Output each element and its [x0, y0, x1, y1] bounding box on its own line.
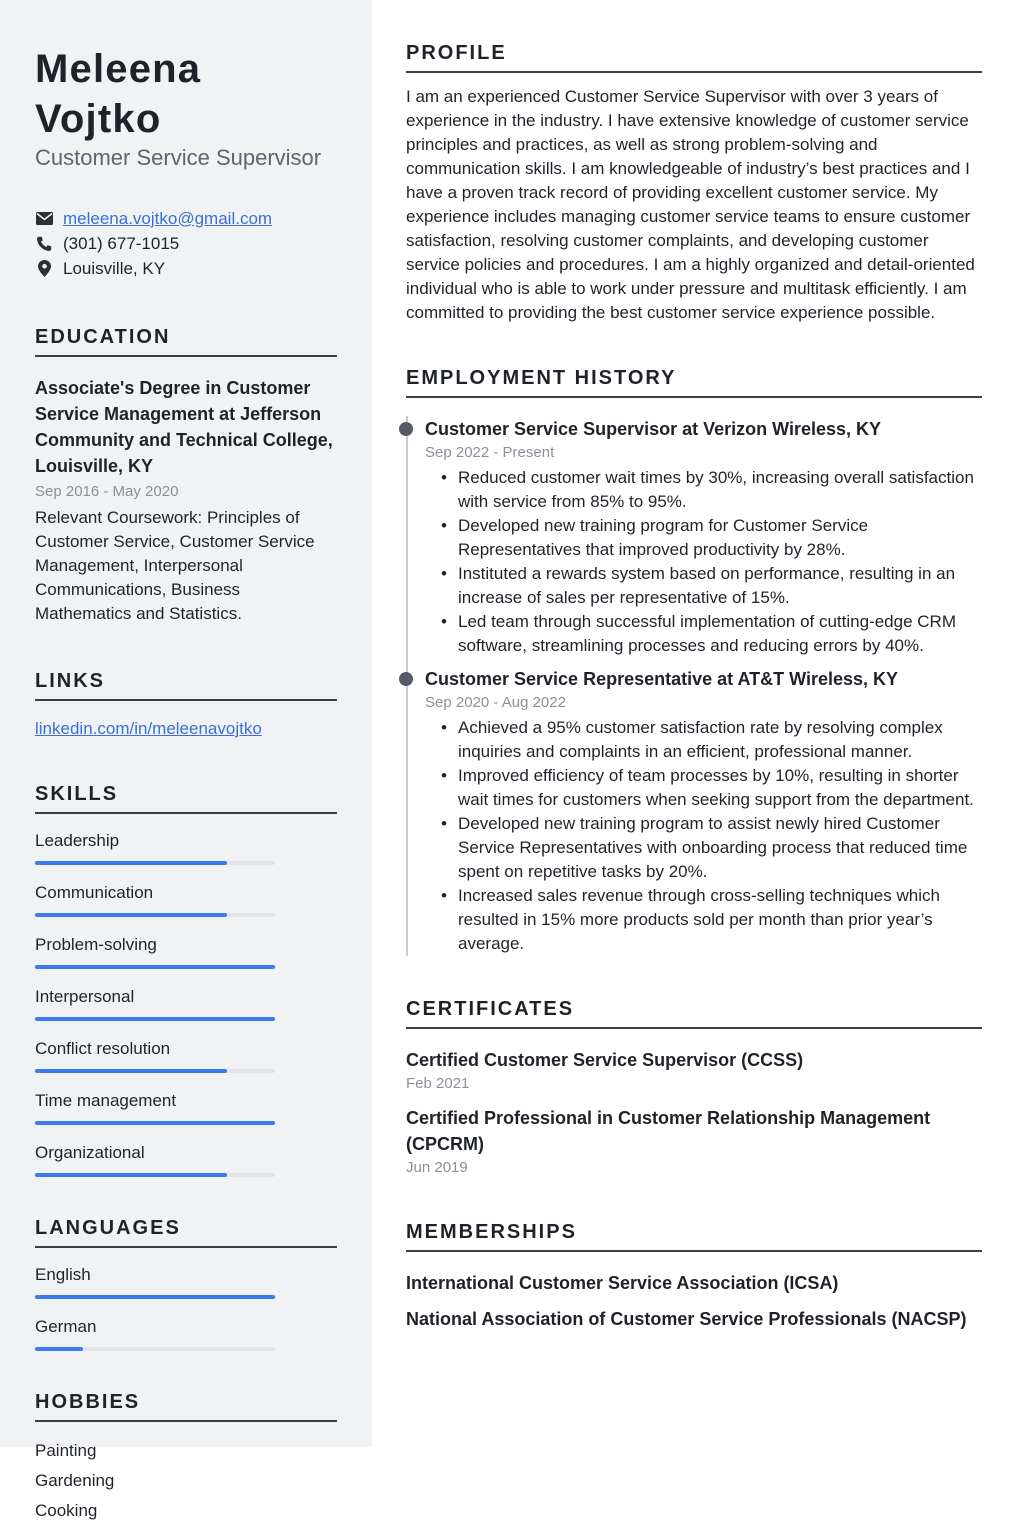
skill-name: Conflict resolution: [35, 1039, 171, 1058]
location-text: Louisville, KY: [63, 258, 166, 278]
job-title: Customer Service Supervisor at Verizon Wireless, KY: [425, 419, 882, 439]
skill-level-fill: [35, 1121, 275, 1125]
employment-heading: EMPLOYMENT HISTORY: [406, 367, 982, 398]
language-name: English: [35, 1265, 91, 1284]
language-level-fill: [35, 1295, 275, 1299]
employment-section: [406, 367, 982, 956]
phone-number: (301) 677-1015: [63, 233, 180, 253]
education-description: Relevant Coursework: Principles of Customer Service, Customer Service Management, Interpersonal Communications, Business Mathematics and Statistics.: [35, 508, 315, 623]
languages-heading: LANGUAGES: [35, 1217, 337, 1248]
skill-item: [35, 1090, 337, 1125]
phone-icon: [35, 235, 53, 253]
skill-item: [35, 1142, 337, 1177]
job-bullet: • Developed new training program to assist newly hired Customer Service Representatives with onboarding process that reduced time spent on repetitive tasks by 20%.: [425, 812, 982, 884]
skill-level-fill: [35, 1173, 227, 1177]
skill-level-track: [35, 965, 275, 969]
skill-level-track: [35, 861, 275, 865]
job-bullet: • Led team through successful implementation of cutting-edge CRM software, streamlining processes and reducing errors by 40%.: [425, 610, 982, 658]
sidebar: [0, 0, 372, 1520]
timeline-line: [406, 416, 408, 956]
contact-location: [35, 256, 337, 281]
skill-level-fill: [35, 913, 227, 917]
hobby-item: Painting: [35, 1441, 97, 1460]
contact-list: [35, 206, 337, 281]
hobby-item: Cooking: [35, 1501, 98, 1520]
job-entry: [425, 416, 982, 658]
skill-item: [35, 986, 337, 1021]
job-bullet: • Improved efficiency of team processes by 10%, resulting in shorter wait times for customers when seeking support from the department.: [425, 764, 982, 812]
skill-name: Communication: [35, 883, 154, 902]
language-item: [35, 1264, 337, 1299]
envelope-icon: [35, 210, 53, 228]
education-heading: EDUCATION: [35, 326, 337, 357]
certificate-title: Certified Customer Service Supervisor (CCSS): [406, 1050, 804, 1070]
education-degree: Associate's Degree in Customer Service Management at Jefferson Community and Technical College, Louisville, KY: [35, 378, 333, 476]
email-link[interactable]: meleena.vojtko@gmail.com: [63, 208, 273, 228]
skill-level-track: [35, 1017, 275, 1021]
job-bullet: • Increased sales revenue through cross-selling techniques which resulted in 15% more products sold per month than prior year’s average.: [425, 884, 982, 956]
skill-name: Organizational: [35, 1143, 145, 1162]
certificate-date: Jun 2019: [406, 1159, 468, 1176]
certificates-section: [406, 998, 982, 1179]
hobbies-heading: HOBBIES: [35, 1391, 337, 1422]
skill-item: [35, 882, 337, 917]
skill-name: Leadership: [35, 831, 120, 850]
job-bullet: • Developed new training program for Customer Service Representatives that improved productivity by 28%.: [425, 514, 982, 562]
education-dates: Sep 2016 - May 2020: [35, 483, 179, 500]
job-bullet: • Achieved a 95% customer satisfaction rate by resolving complex inquiries and complaints in an efficient, professional manner.: [425, 716, 982, 764]
profile-section: [406, 42, 982, 325]
links-heading: LINKS: [35, 670, 337, 701]
education-section: [35, 326, 337, 626]
skill-level-fill: [35, 1069, 227, 1073]
candidate-title: Customer Service Supervisor: [35, 145, 322, 170]
language-item: [35, 1316, 337, 1351]
job-title: Customer Service Representative at AT&T Wireless, KY: [425, 669, 899, 689]
skills-list: [35, 830, 337, 1177]
candidate-name: Meleena Vojtko: [35, 47, 202, 141]
hobbies-section: [35, 1391, 337, 1526]
skills-heading: SKILLS: [35, 783, 337, 814]
profile-text: I am an experienced Customer Service Supervisor with over 3 years of experience in the industry. I have extensive knowledge of customer service principles and practices, as well as strong problem-solving and communication skills. I am knowledgeable of industry’s best practices and I have a proven track record of providing excellent customer service. My experience includes managing customer service teams to ensure customer satisfaction, resolving customer complaints, and developing customer service policies and procedures. I am a highly organized and detail-oriented individual who is able to work under pressure and multitask efficiently. I am committed to providing the best customer service experience possible.: [406, 87, 975, 322]
skills-section: [35, 783, 337, 1177]
skill-level-fill: [35, 861, 227, 865]
certificates-heading: CERTIFICATES: [406, 998, 982, 1029]
memberships-heading: MEMBERSHIPS: [406, 1221, 982, 1252]
languages-section: [35, 1217, 337, 1351]
job-dates: Sep 2022 - Present: [425, 444, 555, 461]
skill-item: [35, 830, 337, 865]
membership-item: National Association of Customer Service Professionals (NACSP): [406, 1309, 967, 1329]
contact-phone: [35, 231, 337, 256]
certificate-title: Certified Professional in Customer Relationship Management (CPCRM): [406, 1108, 931, 1154]
skill-level-track: [35, 1173, 275, 1177]
map-pin-icon: [35, 260, 53, 278]
hobby-item: Gardening: [35, 1471, 115, 1490]
memberships-section: [406, 1221, 982, 1332]
skill-level-track: [35, 1069, 275, 1073]
job-bullets: [425, 466, 982, 658]
employment-timeline: [406, 416, 982, 956]
skill-level-track: [35, 1121, 275, 1125]
job-bullet: • Instituted a rewards system based on performance, resulting in an increase of sales per representative of 15%.: [425, 562, 982, 610]
languages-list: [35, 1264, 337, 1351]
language-level-track: [35, 1295, 275, 1299]
job-dates: Sep 2020 - Aug 2022: [425, 694, 566, 711]
job-bullets: [425, 716, 982, 956]
skill-name: Time management: [35, 1091, 177, 1110]
language-name: German: [35, 1317, 97, 1336]
skill-level-fill: [35, 965, 275, 969]
main-content: [406, 0, 982, 1332]
linkedin-link[interactable]: linkedin.com/in/meleenavojtko: [35, 719, 262, 738]
skill-level-fill: [35, 1017, 275, 1021]
language-level-track: [35, 1347, 275, 1351]
timeline-dot: [399, 422, 413, 436]
skill-name: Problem-solving: [35, 935, 157, 954]
skill-item: [35, 1038, 337, 1073]
timeline-dot: [399, 672, 413, 686]
job-entry: [425, 666, 982, 956]
skill-name: Interpersonal: [35, 987, 135, 1006]
membership-item: International Customer Service Association (ICSA): [406, 1273, 839, 1293]
job-bullet: • Reduced customer wait times by 30%, increasing overall satisfaction with service from 85% to 95%.: [425, 466, 982, 514]
certificate-date: Feb 2021: [406, 1075, 470, 1092]
profile-heading: PROFILE: [406, 42, 982, 73]
contact-email: [35, 206, 337, 231]
links-section: [35, 670, 337, 741]
skill-item: [35, 934, 337, 969]
skill-level-track: [35, 913, 275, 917]
language-level-fill: [35, 1347, 83, 1351]
